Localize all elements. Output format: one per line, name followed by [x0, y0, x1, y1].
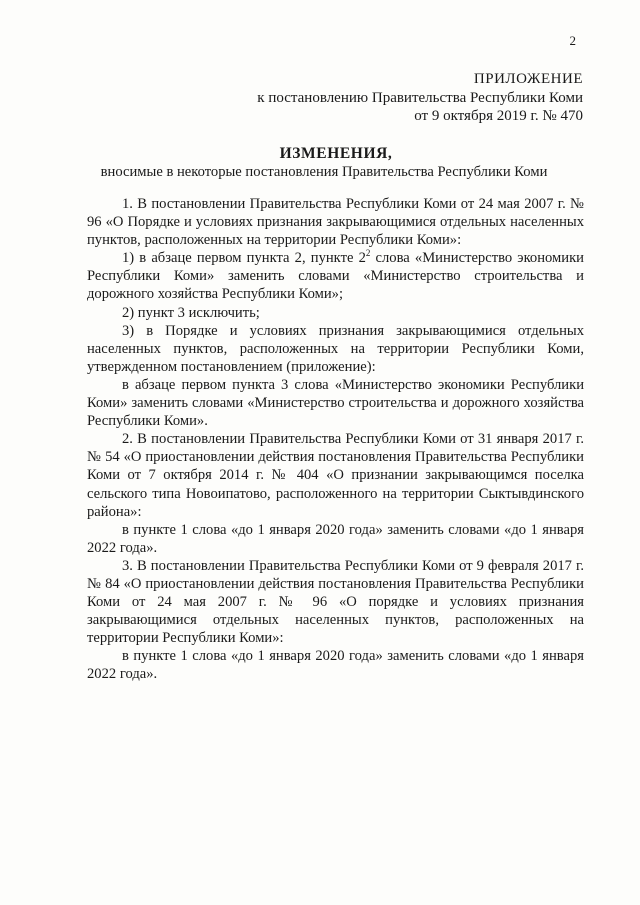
appendix-title: ПРИЛОЖЕНИЕ — [473, 71, 583, 87]
paragraph-3: 3. В постановлении Правительства Республики Коми от 9 февраля 2017 г. № 84 «О приостановлении действия постановления Правительства Республики Коми от 24 мая 2007 г. № 96 «О порядке и условиях признания закрывающимися отдельных населенных пунктов, расположенных на территории Республики Коми»: — [87, 557, 584, 647]
paragraph-1-3: 3) в Порядке и условиях признания закрывающимися отдельных населенных пунктов, расположенных на территории Республики Коми, утвержденном постановлением (приложение): — [87, 322, 584, 375]
paragraph-2-detail: в пункте 1 слова «до 1 января 2020 года» заменить словами «до 1 января 2022 года». — [87, 521, 584, 556]
document-body — [87, 195, 584, 684]
paragraph-2: 2. В постановлении Правительства Республики Коми от 31 января 2017 г. № 54 «О приостановлении действия постановления Правительства Республики Коми от 7 октября 2014 г. № 404 «О признании закрывающимся поселка сельского типа Новоипатово, расположенного на территории Сыктывдинского района»: — [87, 431, 584, 520]
paragraph-1-2: 2) пункт 3 исключить; — [122, 304, 260, 321]
paragraph-1-1-text-before: 1) в абзаце первом пункта 2, пункте 2 — [122, 250, 366, 267]
paragraph-3-detail: в пункте 1 слова «до 1 января 2020 года» заменить словами «до 1 января 2022 года». — [87, 648, 584, 683]
appendix-block — [257, 70, 583, 126]
superscript-mark: 2 — [365, 248, 371, 259]
paragraph-1-1 — [87, 249, 584, 303]
paragraph-1-1-text-after: слова «Министерство экономики Республики Коми» заменить словами «Министерство строительства и дорожного хозяйства Республики Коми»; — [87, 250, 584, 303]
page-number: 2 — [569, 33, 576, 48]
paragraph-1: 1. В постановлении Правительства Республики Коми от 24 мая 2007 г. № 96 «О Порядке и условиях признания закрывающимися отдельных населенных пунктов, расположенных на территории Республики Коми»: — [87, 196, 584, 249]
appendix-line-1: к постановлению Правительства Республики Коми — [257, 89, 583, 106]
document-heading — [0, 144, 640, 182]
paragraph-1-3-detail: в абзаце первом пункта 3 слова «Министерство экономики Республики Коми» заменить словами «Министерство строительства и дорожного хозяйства Республики Коми». — [87, 376, 584, 430]
heading-subtitle: вносимые в некоторые постановления Правительства Республики Коми — [100, 164, 548, 180]
appendix-line-2: от 9 октября 2019 г. № 470 — [414, 108, 583, 124]
heading-title: ИЗМЕНЕНИЯ, — [279, 145, 393, 162]
